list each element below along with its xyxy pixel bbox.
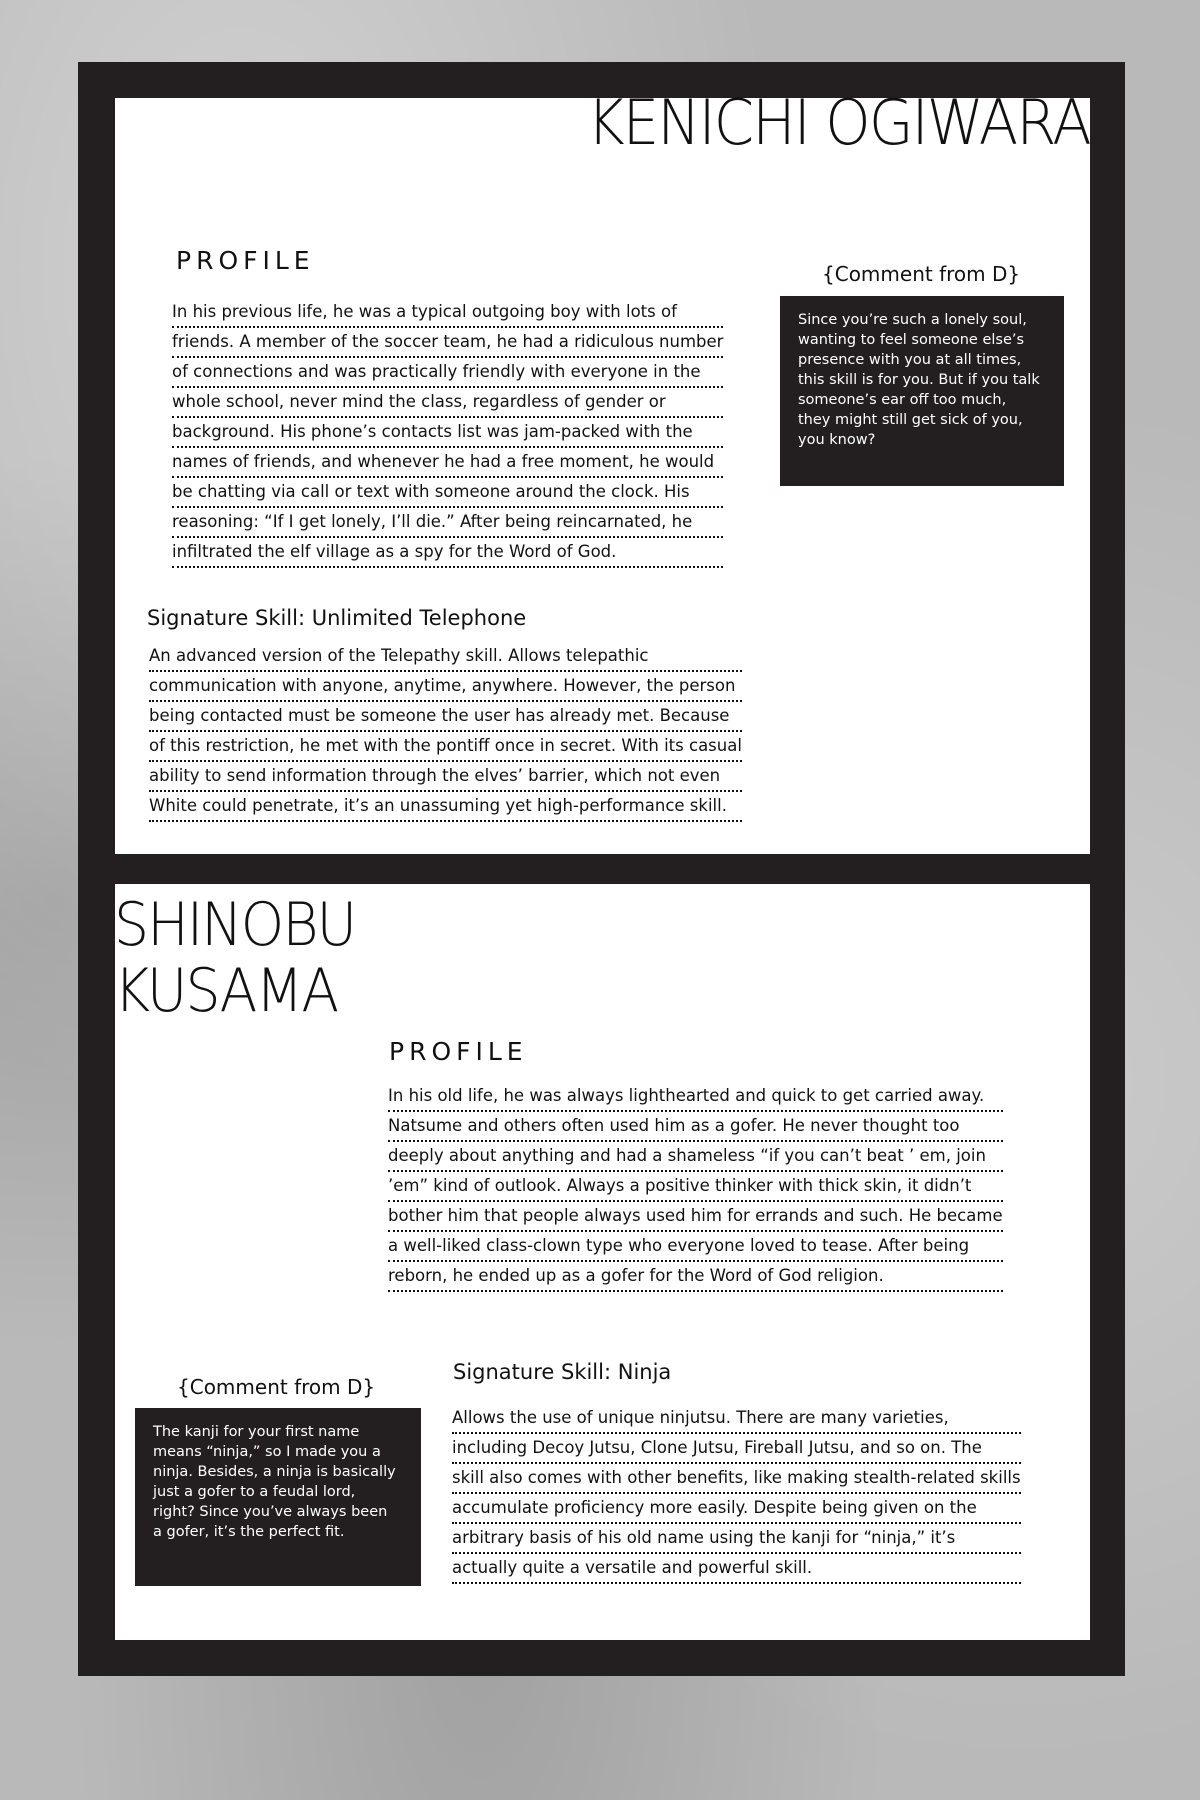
profile-line: reborn, he ended up as a gofer for the Word of God religion. — [388, 1262, 1003, 1292]
profile-heading-top: PROFILE — [176, 246, 315, 275]
skill-line: actually quite a versatile and powerful skill. — [452, 1554, 1021, 1584]
character-name-bottom — [114, 892, 355, 1024]
profile-line: In his old life, he was always lighthearted and quick to get carried away. — [388, 1082, 1003, 1112]
comment-line: just a gofer to a feudal lord, — [153, 1484, 356, 1500]
comment-line: a gofer, it’s the perfect fit. — [153, 1524, 345, 1540]
comment-line: they might still get sick of you, — [798, 412, 1023, 428]
profile-line: ’em” kind of outlook. Always a positive thinker with thick skin, it didn’t — [388, 1172, 1003, 1202]
comment-line: presence with you at all times, — [798, 352, 1022, 368]
comment-line: you know? — [798, 432, 876, 448]
comment-line: Since you’re such a lonely soul, — [798, 312, 1027, 328]
skill-title-top: Signature Skill: Unlimited Telephone — [147, 606, 527, 630]
skill-line: An advanced version of the Telepathy skill. Allows telepathic — [149, 642, 742, 672]
skill-title-bottom: Signature Skill: Ninja — [453, 1360, 672, 1384]
comment-line: right? Since you’ve always been — [153, 1504, 388, 1520]
character-name-line: SHINOBU — [114, 890, 356, 960]
skill-text-top — [149, 642, 742, 822]
comment-line: this skill is for you. But if you talk — [798, 372, 1040, 388]
skill-line: Allows the use of unique ninjutsu. There are many varieties, — [452, 1404, 1021, 1434]
skill-line: of this restriction, he met with the pontiff once in secret. With its casual — [149, 732, 742, 762]
skill-line: communication with anyone, anytime, anywhere. However, the person — [149, 672, 742, 702]
character-name-line: KUSAMA — [114, 956, 338, 1026]
comment-title-top: {Comment from D} — [822, 262, 1021, 286]
skill-line: ability to send information through the elves’ barrier, which not even — [149, 762, 742, 792]
profile-line: a well-liked class-clown type who everyone loved to tease. After being — [388, 1232, 1003, 1262]
comment-line: The kanji for your first name — [153, 1424, 360, 1440]
profile-line: Natsume and others often used him as a gofer. He never thought too — [388, 1112, 1003, 1142]
comment-box-top — [780, 296, 1064, 486]
skill-line: accumulate proficiency more easily. Despite being given on the — [452, 1494, 1021, 1524]
profile-line: of connections and was practically friendly with everyone in the — [172, 358, 723, 388]
profile-text-bottom — [388, 1082, 1003, 1292]
comment-line: someone’s ear off too much, — [798, 392, 1007, 408]
profile-line: background. His phone’s contacts list was jam-packed with the — [172, 418, 723, 448]
skill-line: White could penetrate, it’s an unassuming yet high-performance skill. — [149, 792, 742, 822]
profile-line: deeply about anything and had a shameless “if you can’t beat ’ em, join — [388, 1142, 1003, 1172]
profile-heading-bottom: PROFILE — [389, 1037, 528, 1066]
character-name-top: KENICHI OGIWARA — [587, 86, 1090, 159]
comment-box-bottom — [135, 1408, 421, 1586]
comment-line: wanting to feel someone else’s — [798, 332, 1025, 348]
skill-line: being contacted must be someone the user has already met. Because — [149, 702, 742, 732]
skill-text-bottom — [452, 1404, 1021, 1584]
profile-line: whole school, never mind the class, regardless of gender or — [172, 388, 723, 418]
skill-line: arbitrary basis of his old name using the kanji for “ninja,” it’s — [452, 1524, 1021, 1554]
comment-line: means “ninja,” so I made you a — [153, 1444, 381, 1460]
profile-line: In his previous life, he was a typical outgoing boy with lots of — [172, 298, 723, 328]
profile-line: bother him that people always used him for errands and such. He became — [388, 1202, 1003, 1232]
profile-line: names of friends, and whenever he had a free moment, he would — [172, 448, 723, 478]
comment-title-bottom: {Comment from D} — [177, 1375, 376, 1399]
skill-line: skill also comes with other benefits, like making stealth-related skills — [452, 1464, 1021, 1494]
comment-line: ninja. Besides, a ninja is basically — [153, 1464, 396, 1480]
profile-line: infiltrated the elf village as a spy for the Word of God. — [172, 538, 723, 568]
profile-line: reasoning: “If I get lonely, I’ll die.” After being reincarnated, he — [172, 508, 723, 538]
profile-line: be chatting via call or text with someone around the clock. His — [172, 478, 723, 508]
profile-text-top — [172, 298, 723, 568]
skill-line: including Decoy Jutsu, Clone Jutsu, Fireball Jutsu, and so on. The — [452, 1434, 1021, 1464]
profile-line: friends. A member of the soccer team, he had a ridiculous number — [172, 328, 723, 358]
